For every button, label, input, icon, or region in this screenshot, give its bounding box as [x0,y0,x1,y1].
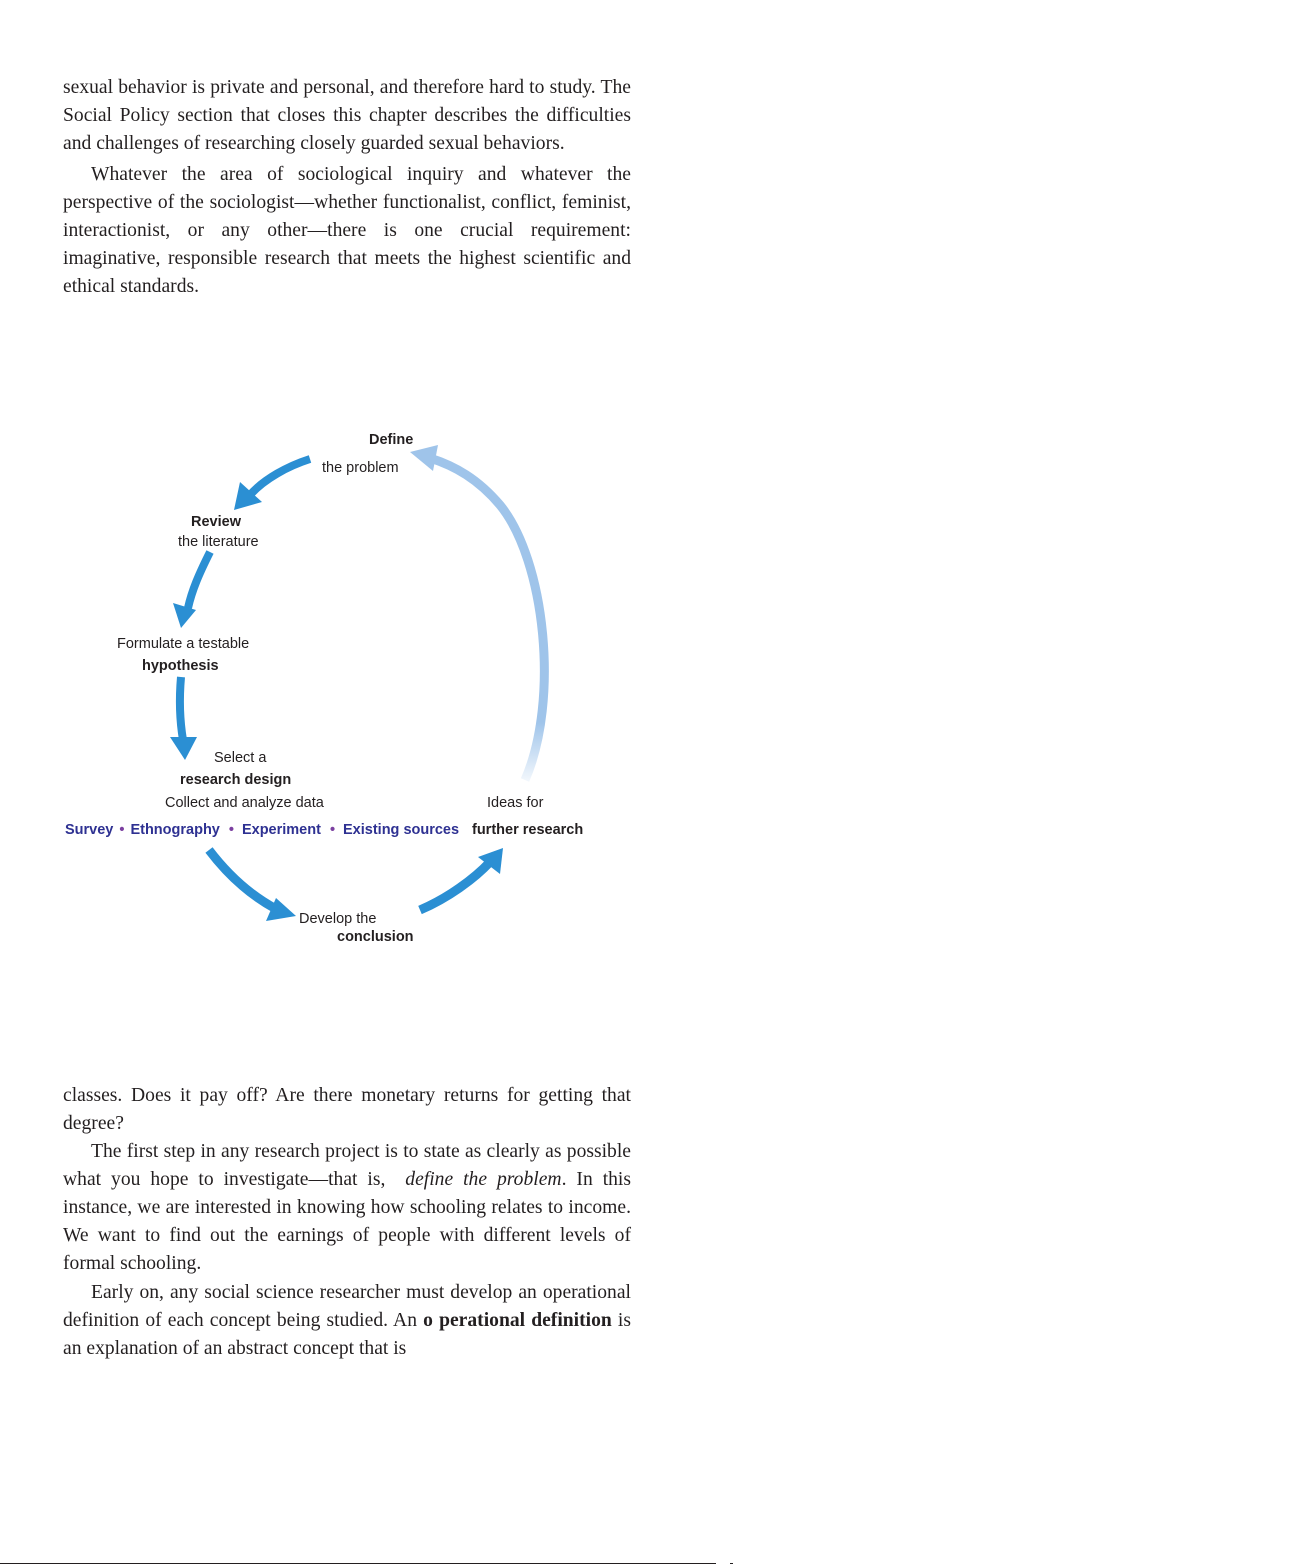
define-problem-text-before: The first step in any research project is to state as clearly as possible what you hope to investigate—that is, [63,1141,631,1191]
page-bottom-rule [0,1563,716,1564]
arrow-further-to-define [410,445,544,780]
paragraph-abstract-concept: an explanation of an abstract concept that is [63,1338,407,1359]
label-review-rest: the literature [178,534,259,550]
operational-text-before: Early on, any social science researcher must develop an operational definition of each concept being studied. An [63,1282,631,1332]
arrow-hypothesis-to-design [170,677,197,760]
paragraph-degree-question: classes. Does it pay off? Are there monetary returns for getting that degree? [63,1085,631,1135]
paragraph-requirement: Whatever the area of sociological inquiry and whatever the perspective of the sociologist—whether functionalist, conflict, feminist, interactionist, or any other—there is one crucial requirement: imaginative, responsible research that meets the highest scientific and ethical standards. [63,164,631,298]
operational-definition-term: o perational definition [423,1310,612,1332]
label-conclusion-bold: conclusion [337,929,414,945]
method-experiment: Experiment [241,822,321,838]
page-bottom-tick [730,1563,733,1564]
define-problem-text-after: . In this instance, we are interested in knowing how schooling relates to income. We want to find out the earnings of people with different levels of formal schooling. [63,1169,632,1275]
label-design-bold: research design [180,772,292,788]
label-design-rest: Select a [214,750,267,766]
method-survey: Survey [65,822,114,838]
label-further-bold: further research [472,822,584,838]
arrow-define-to-review [234,459,310,510]
method-separator: • [228,822,234,838]
define-problem-emphasis: define the problem [405,1169,562,1191]
label-hypothesis-rest: Formulate a testable [117,636,250,652]
label-define-bold: Define [369,432,414,448]
paragraph-operational-definition [63,1279,631,1335]
label-further-rest: Ideas for [487,795,544,811]
method-ethnography: Ethnography [130,822,220,838]
label-conclusion-rest: Develop the [299,911,377,927]
label-hypothesis-bold: hypothesis [142,658,219,674]
arrow-conclusion-to-further [420,848,503,910]
label-define-rest: the problem [322,460,399,476]
paragraph-define-problem [63,1138,631,1278]
label-collect-data: Collect and analyze data [165,795,324,811]
operational-text-after: is [617,1310,631,1332]
arrow-methods-to-conclusion [209,850,296,921]
arrow-review-to-hypothesis [173,552,210,628]
method-existing-sources: Existing sources [343,822,460,838]
method-separator: • [329,822,336,838]
research-methods-list [65,821,459,839]
label-review-bold: Review [191,514,241,530]
paragraph-intro: sexual behavior is private and personal, and therefore hard to study. The Social Policy section that closes this chapter describes the difficulties and challenges of researching closely guarded sexual behaviors. [63,77,631,155]
method-separator: • [119,822,125,838]
